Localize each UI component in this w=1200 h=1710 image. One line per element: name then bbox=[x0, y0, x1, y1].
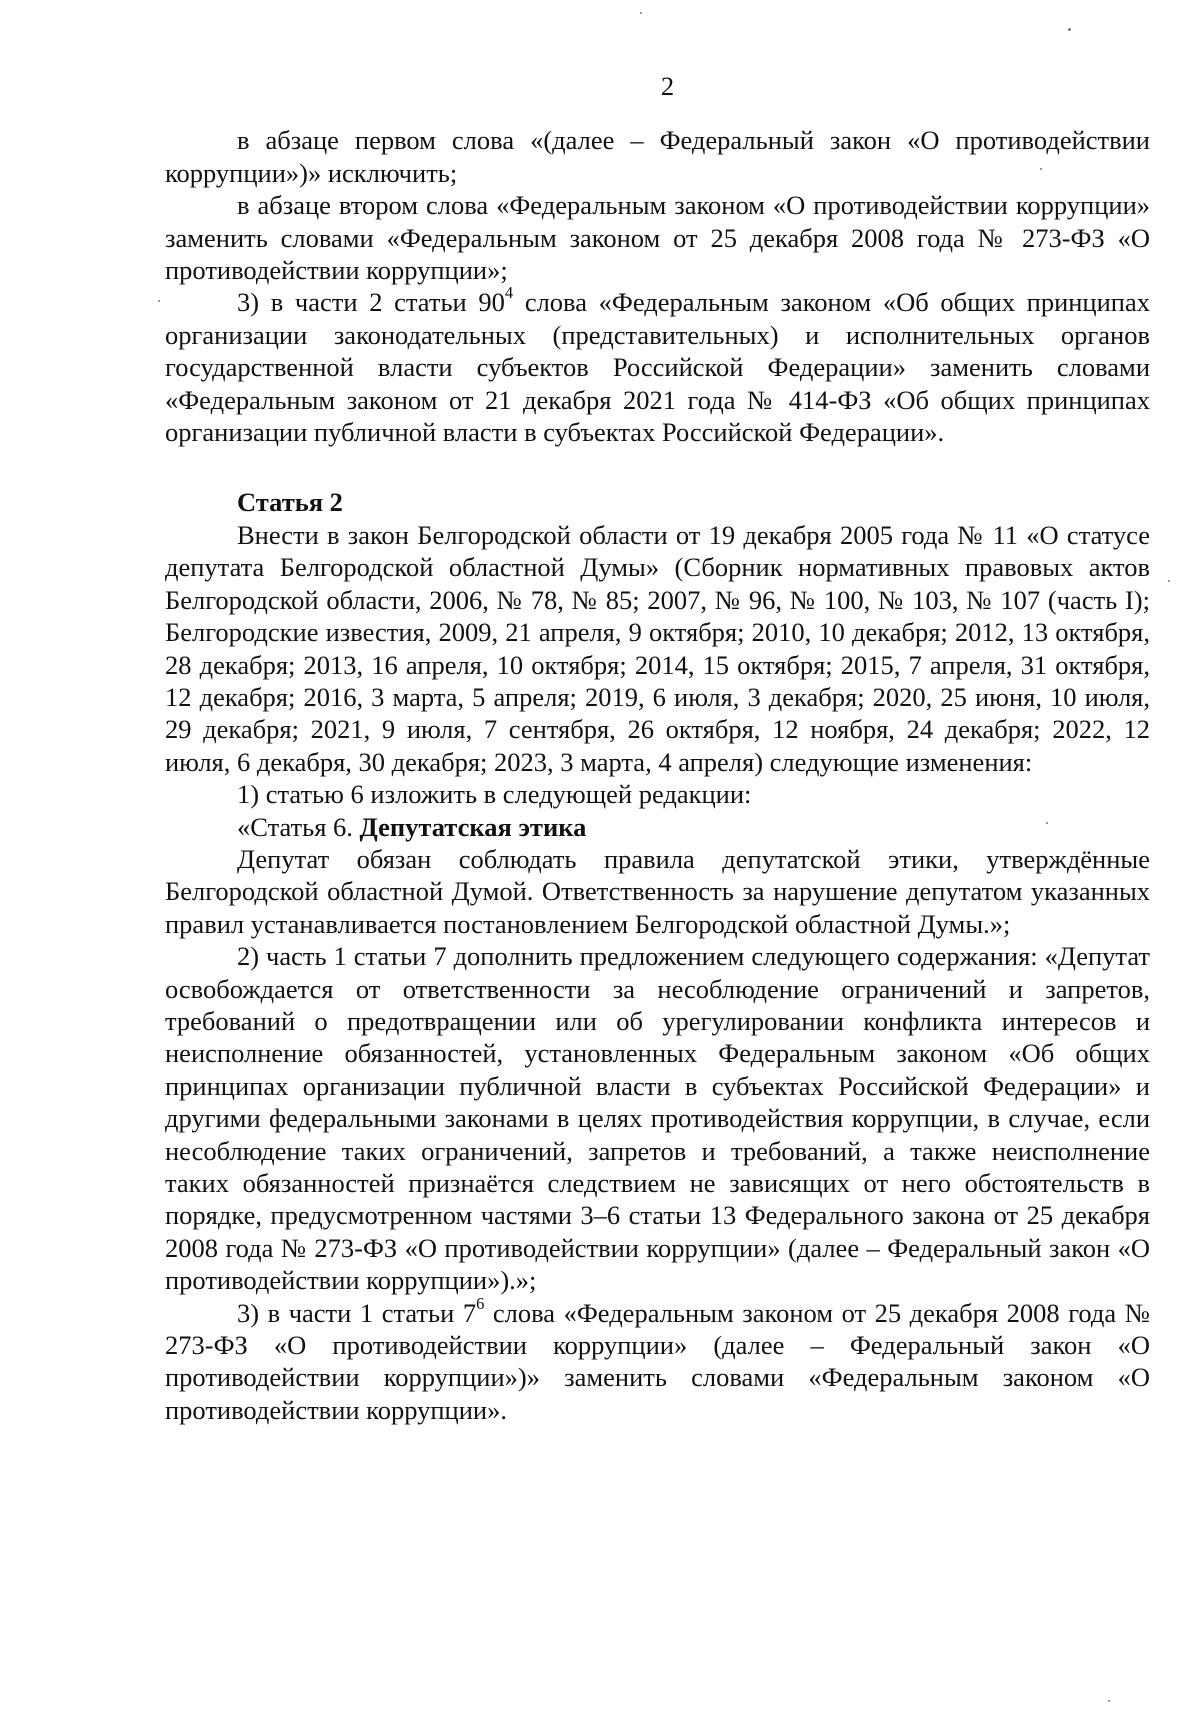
article6-title: Депутатская этика bbox=[359, 811, 587, 842]
article2-heading: Статья 2 bbox=[237, 487, 343, 518]
paragraph-item1: 1) статью 6 изложить в следующей редакции: bbox=[237, 779, 752, 810]
article2-intro: Внести в закон Белгородской области от 19 декабря 2005 года № 11 «О статусе депутата Белгородской областной Думы» (Сборник нормативных правовых актов Белгородской области, 2006, № 78, № 85; 2007, № 96, № 100, № 103, № 107 (часть I); Белгородские известия, 2009, 21 апреля, 9 октября; 2010, 10 декабря; 2012, 13 октября, 28 декабря; 2013, 16 апреля, 10 октября; 2014, 15 октября; 2015, 7 апреля, 31 октября, 12 декабря; 2016, 3 марта, 5 апреля; 2019, 6 июля, 3 декабря; 2020, 25 июня, 10 июля, 29 декабря; 2021, 9 июля, 7 сентября, 26 октября, 12 ноября, 24 декабря; 2022, 12 июля, 6 декабря, 30 декабря; 2023, 3 марта, 4 апреля) следующие изменения: bbox=[165, 519, 1150, 777]
scan-speck bbox=[640, 12, 642, 14]
paragraph-second-abzac: в абзаце втором слова «Федеральным законом «О противодействии коррупции» заменить словами «Федеральным законом от 25 декабря 2008 года № 273-ФЗ «О противодействии коррупции»; bbox=[165, 190, 1150, 286]
article6-title-line bbox=[165, 811, 1150, 843]
page-number: 2 bbox=[660, 71, 675, 101]
paragraph-item2: 2) часть 1 статьи 7 дополнить предложением следующего содержания: «Депутат освобождается от ответственности за несоблюдение ограничений и запретов, требований о предотвращении или об урегулировании конфликта интересов и неисполнение обязанностей, установленных Федеральным законом «Об общих принципах организации публичной власти в субъектах Российской Федерации» и другими федеральными законами в целях противодействия коррупции, в случае, если несоблюдение таких ограничений, запретов и требований, а также неисполнение таких обязанностей признаётся следствием не зависящих от него обстоятельств в порядке, предусмотренном частями 3–6 статьи 13 Федерального закона от 25 декабря 2008 года № 273-ФЗ «О противодействии коррупции» (далее – Федеральный закон «О противодействии коррупции»).»; bbox=[165, 941, 1150, 1296]
item3-text-end: слова «Федеральным законом «Об общих принципах организации законодательных (представительных) и исполнительных органов государственной власти субъектов Российской Федерации» заменить словами «Федеральным законом от 21 декабря 2021 года № 414-ФЗ «Об общих принципах организации публичной власти в субъектах Российской Федерации». bbox=[165, 287, 1150, 448]
paragraph-first-abzac: в абзаце первом слова «(далее – Федеральный закон «О противодействии коррупции»)» исключить; bbox=[165, 125, 1150, 188]
paragraph-item3-article90 bbox=[165, 283, 1150, 448]
article6-prefix: «Статья 6. bbox=[237, 811, 360, 842]
paragraph-item3-article7 bbox=[165, 1293, 1150, 1427]
scan-speck bbox=[158, 300, 160, 302]
scan-speck bbox=[1168, 580, 1170, 582]
superscript: 6 bbox=[476, 1293, 485, 1313]
superscript: 4 bbox=[504, 283, 514, 303]
article6-text: Депутат обязан соблюдать правила депутатской этики, утверждённые Белгородской областной Думой. Ответственность за нарушение депутатом указанных правил устанавливается постановлением Белгородской областной Думы.»; bbox=[165, 843, 1150, 939]
item3b-text-end: слова «Федеральным законом от 25 декабря 2008 года № 273-ФЗ «О противодействии коррупции» (далее – Федеральный закон «О противодействии коррупции»)» заменить словами «Федеральным законом «О противодействии коррупции». bbox=[165, 1297, 1150, 1425]
item3b-text-start: 3) в части 1 статьи 7 bbox=[237, 1297, 477, 1328]
item3-text-start: 3) в части 2 статьи 90 bbox=[237, 287, 505, 318]
scan-speck bbox=[1068, 28, 1071, 31]
scan-speck bbox=[1108, 1700, 1110, 1702]
document-page bbox=[165, 70, 1150, 1426]
